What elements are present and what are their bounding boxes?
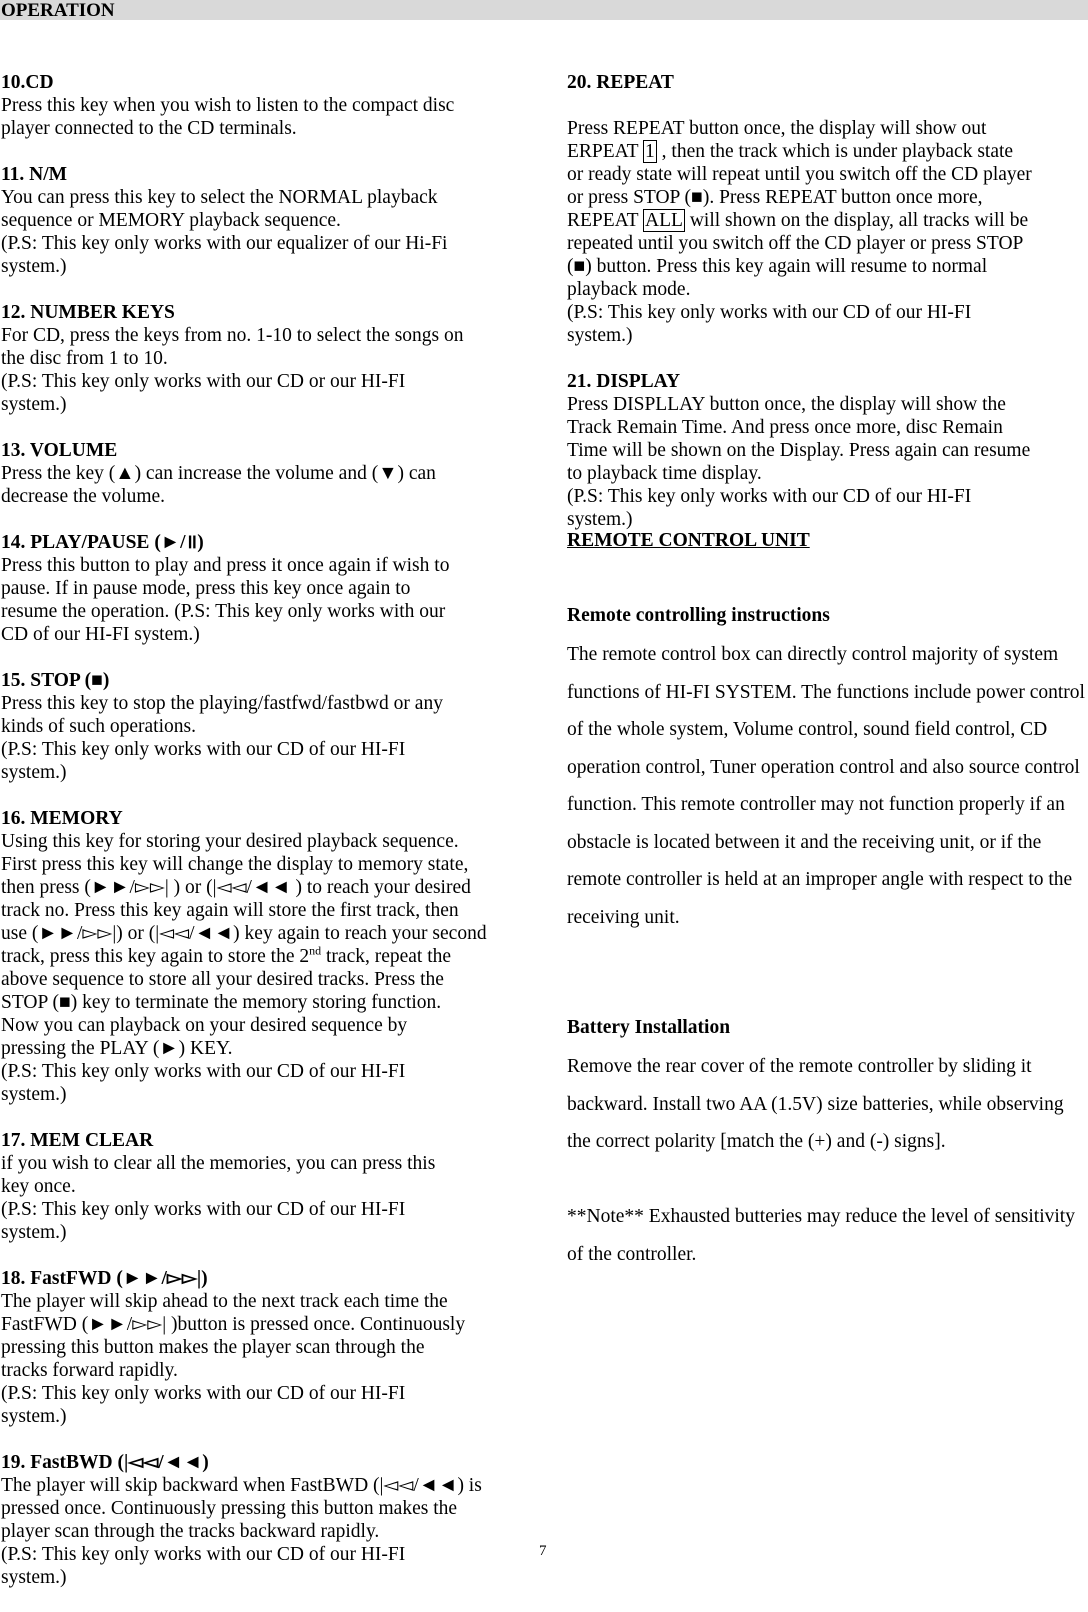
item-body: Press this button to play and press it once again if wish to pause. If in pause mode, press this key once again to resume the operation. (P.S: This key only works with our CD of our HI-FI system.) <box>1 555 450 645</box>
superscript: nd <box>309 943 322 958</box>
display-indicator-all: ALL <box>645 210 683 231</box>
item-body: For CD, press the keys from no. 1-10 to select the songs on the disc from 1 to 10. (P.S: This key only works with our CD or our HI-FI system.) <box>1 325 464 415</box>
instructions-body: The remote control box can directly control majority of system functions of HI-FI SYSTEM. The functions include power control of the whole system, Volume control, sound field control, CD operation control, Tuner operation control and also source control function. This remote controller may not function properly if an obstacle is located between it and the receiving unit, or if the remote controller is held at an improper angle with respect to the receiving unit. <box>567 644 1085 928</box>
item-body: You can press this key to select the NORMAL playback sequence or MEMORY playback sequence. (P.S: This key only works with our equalizer of our Hi-Fi system.) <box>1 187 448 277</box>
item-title: 18. FastFWD (►►/▻▻|) <box>1 1268 208 1289</box>
item-body: The player will skip ahead to the next track each time the FastFWD (►►/▻▻| )button is pressed once. Continuously pressing this button makes the player scan through the tracks forward rapidly. (P.S: This key only works with our CD of our HI-FI system.) <box>1 1291 466 1427</box>
item-body: Press this key when you wish to listen to the compact disc player connected to the CD terminals. <box>1 95 455 139</box>
item-title: 16. MEMORY <box>1 808 123 829</box>
text: Press REPEAT button once, the display will show out ERPEAT <box>567 118 987 162</box>
item-title: 14. PLAY/PAUSE (►/॥) <box>1 532 204 553</box>
text: track, repeat the above sequence to store all your desired tracks. Press the STOP (■) key to terminate the memory storing function. Now you can playback on your desired sequence by pressing the PLAY (►) KEY. (P.S: This key only works with our CD of our HI-FI system.) <box>1 946 452 1105</box>
battery-title: Battery Installation <box>567 1017 731 1038</box>
item-body: Press this key to stop the playing/fastfwd/fastbwd or any kinds of such operations. (P.S: This key only works with our CD of our HI-FI system.) <box>1 693 443 783</box>
item-title: 11. N/M <box>1 164 68 185</box>
item-title: 20. REPEAT <box>567 72 674 93</box>
left-column <box>1 48 531 1612</box>
item-body: if you wish to clear all the memories, you can press this key once. (P.S: This key only works with our CD of our HI-FI system.) <box>1 1153 436 1243</box>
item-title: 15. STOP (■) <box>1 670 110 691</box>
item-title: 21. DISPLAY <box>567 371 681 392</box>
note: **Note** Exhausted butteries may reduce the level of sensitivity of the controller. <box>567 1206 1075 1265</box>
item-title: 19. FastBWD (|◅◅/◄◄) <box>1 1452 209 1473</box>
item-body <box>567 117 1088 347</box>
section-header-bar <box>0 0 1088 20</box>
item-body: Press DISPLLAY button once, the display will show the Track Remain Time. And press once more, disc Remain Time will be shown on the Display. Press again can resume to playback time display. (P.S: This key only works with our CD of our HI-FI system.) <box>567 394 1031 530</box>
item-body <box>1 830 531 1106</box>
item-body: The player will skip backward when FastBWD (|◅◅/◄◄) is pressed once. Continuously pressing this button makes the player scan through the tracks backward rapidly. (P.S: This key only works with our CD of our HI-FI system.) <box>1 1475 482 1588</box>
item-title: 10.CD <box>1 72 54 93</box>
item-title: 17. MEM CLEAR <box>1 1130 154 1151</box>
item-title: 12. NUMBER KEYS <box>1 302 175 323</box>
instructions-title: Remote controlling instructions <box>567 605 830 626</box>
text: will shown on the display, all tracks will be repeated until you switch off the CD player or press STOP (■) button. Press this key again will resume to normal playback mode. (P.S: This key only works with our CD of our HI-FI system.) <box>567 210 1029 346</box>
text: , then the track which is under playback state or ready state will repeat until you switch off the CD player or press STOP (■). Press REPEAT button once more, REPEAT <box>567 141 1032 231</box>
right-column <box>567 48 1088 554</box>
remote-heading: REMOTE CONTROL UNIT <box>567 530 810 551</box>
item-title: 13. VOLUME <box>1 440 118 461</box>
battery-body: Remove the rear cover of the remote controller by sliding it backward. Install two AA (1.5V) size batteries, while observing the correct polarity [match the (+) and (-) signs]. <box>567 1056 1064 1152</box>
text: Using this key for storing your desired playback sequence. First press this key will change the display to memory state, then press (►►/▻▻| ) or (|◅◅/◄◄ ) to reach your desired track no. Press this key again will store the first track, then use (►►/▻▻|) or (|◅◅/◄◄) key again to reach your second track, press this key again to store the 2 <box>1 831 487 967</box>
section-title: OPERATION <box>1 0 115 21</box>
display-indicator-1: 1 <box>645 141 655 162</box>
item-body: Press the key (▲) can increase the volume and (▼) can decrease the volume. <box>1 463 436 507</box>
page-number: 7 <box>539 1543 547 1559</box>
